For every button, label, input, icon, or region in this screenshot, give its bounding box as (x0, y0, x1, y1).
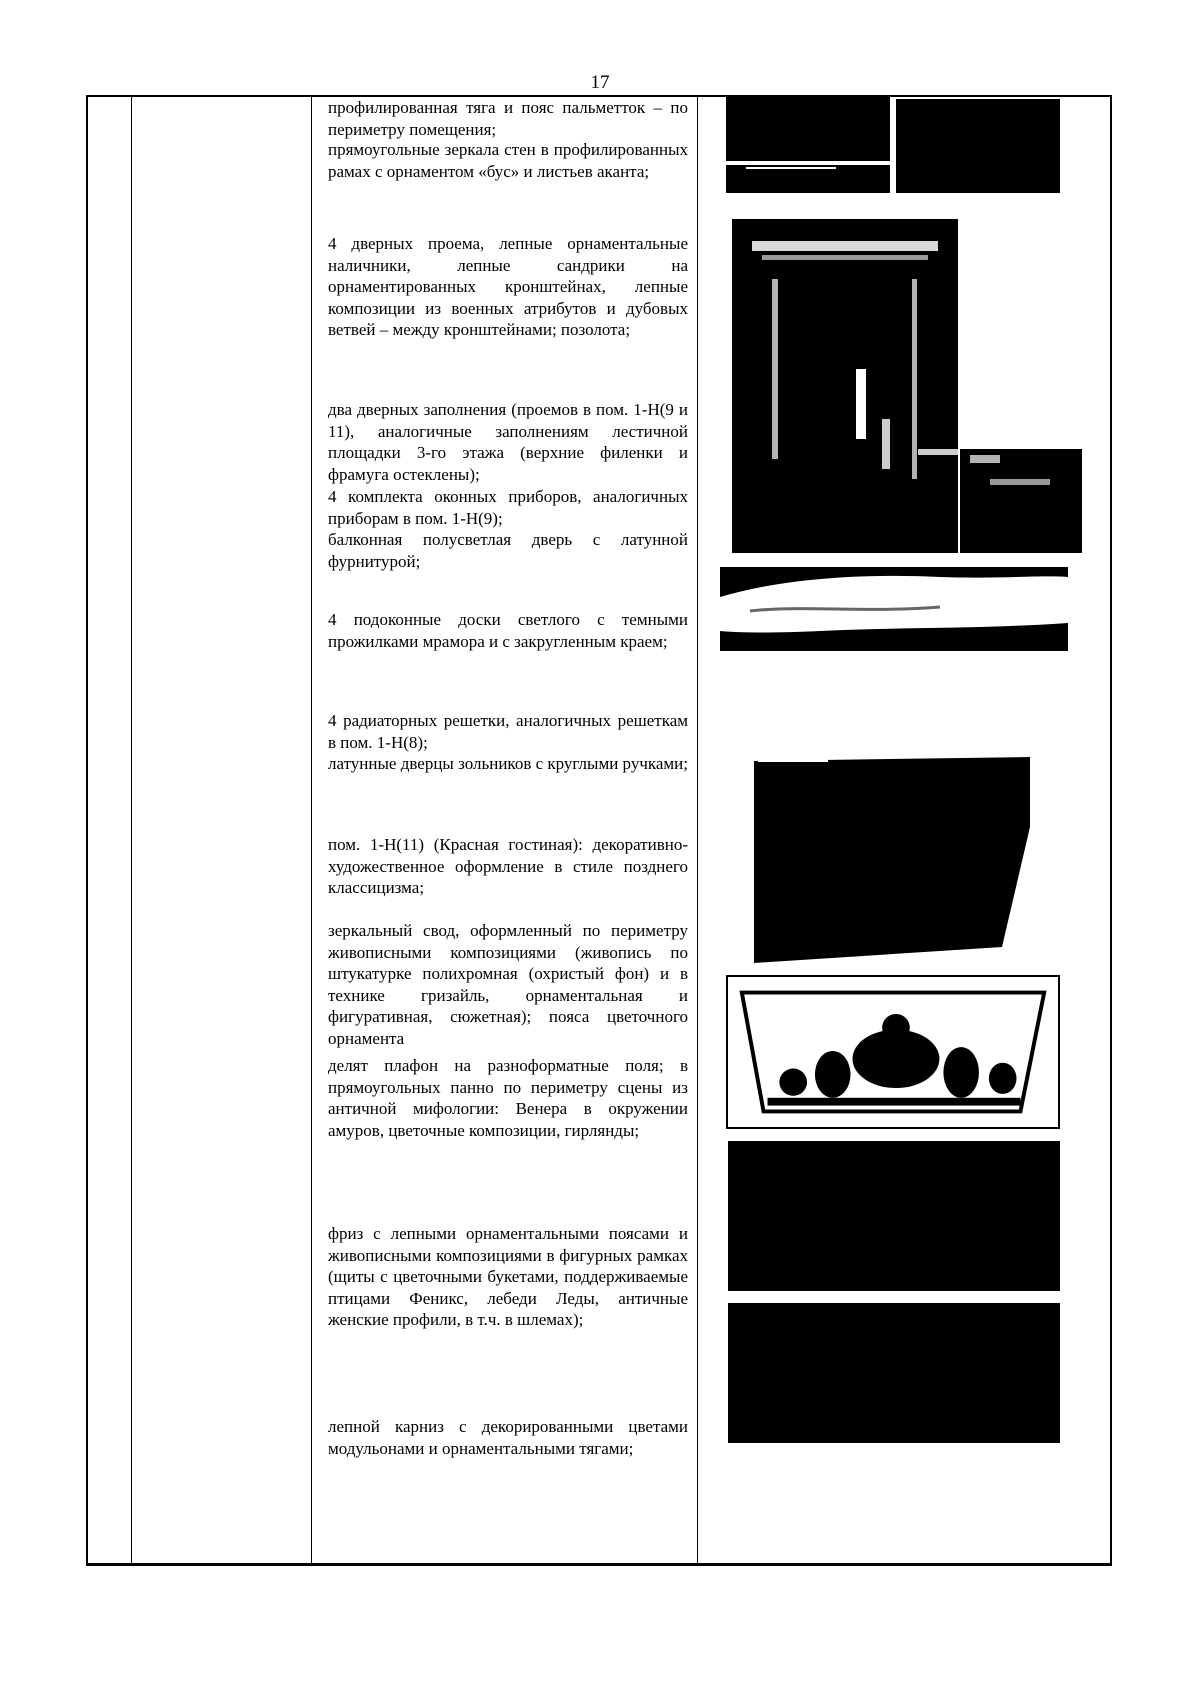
object-description-table (86, 95, 1112, 1566)
entry-cornice: лепной карниз с декорированными цветами модульонами и орнаментальными тягами; (328, 1417, 688, 1458)
photo-cornice (728, 1303, 1060, 1443)
entry-red-drawing-room: пом. 1-Н(11) (Красная гостиная): декоративно-художественное оформление в стиле позднего классицизма; (328, 835, 688, 898)
photo-window-fitting (960, 449, 1082, 553)
photo-doorway (732, 219, 958, 553)
column-divider-3 (697, 97, 698, 1563)
entry-radiator-grilles: 4 радиаторных решетки, аналогичных решеткам в пом. 1-Н(8); (328, 711, 688, 752)
entry-frieze: фриз с лепными орнаментальными поясами и живописными композициями в фигурных рамках (щиты с цветочными букетами, поддерживаемые птицами Феникс, лебеди Леды, античные женские профили, в т.ч. в шлемах); (328, 1224, 688, 1330)
photo-marble-sill (720, 567, 1068, 651)
page-number: 17 (590, 72, 610, 93)
photo-mirror-frame (896, 99, 1060, 193)
photo-red-drawing-room-vault (754, 757, 1030, 963)
entry-window-fittings: 4 комплекта оконных приборов, аналогичных приборам в пом. 1-Н(9); (328, 487, 688, 528)
photo-venus-panel (726, 975, 1060, 1129)
entry-door-fillings: два дверных заполнения (проемов в пом. 1-Н(9 и 11), аналогичные заполнениям лестичной площадки 3-го этажа (верхние филенки и фрамуга остеклены); (328, 400, 688, 484)
entry-wall-mirrors: прямоугольные зеркала стен в профилированных рамах с орнаментом «бус» и листьев аканта; (328, 140, 688, 181)
column-divider-2 (311, 97, 312, 1563)
column-divider-1 (131, 97, 132, 1563)
entry-plafond-panels: делят плафон на разноформатные поля; в прямоугольных панно по периметру сцены из античной мифологии: Венера в окружении амуров, цветочные композиции, гирлянды; (328, 1056, 688, 1140)
entry-balcony-door: балконная полусветлая дверь с латунной фурнитурой; (328, 530, 688, 571)
entry-mirror-vault: зеркальный свод, оформленный по периметру живописными композициями (живопись по штукатурке полихромная (охристый фон) и в технике гризайль, орнаментальная и фигуративная, сюжетная); пояса цветочного орнамента (328, 921, 688, 1048)
photo-molding-detail (726, 97, 890, 193)
entry-door-openings: 4 дверных проема, лепные орнаментальные наличники, лепные сандрики на орнаментированных кронштейнах, лепные композиции из военных атрибутов и дубовых ветвей – между кронштейнами; позолота; (328, 234, 688, 340)
entry-profiled-molding: профилированная тяга и пояс пальметток – по периметру помещения; (328, 98, 688, 139)
entry-ash-doors: латунные дверцы зольников с круглыми ручками; (328, 754, 688, 773)
entry-window-sills: 4 подоконные доски светлого с темными прожилками мрамора и с закругленным краем; (328, 610, 688, 651)
photo-frieze (728, 1141, 1060, 1291)
